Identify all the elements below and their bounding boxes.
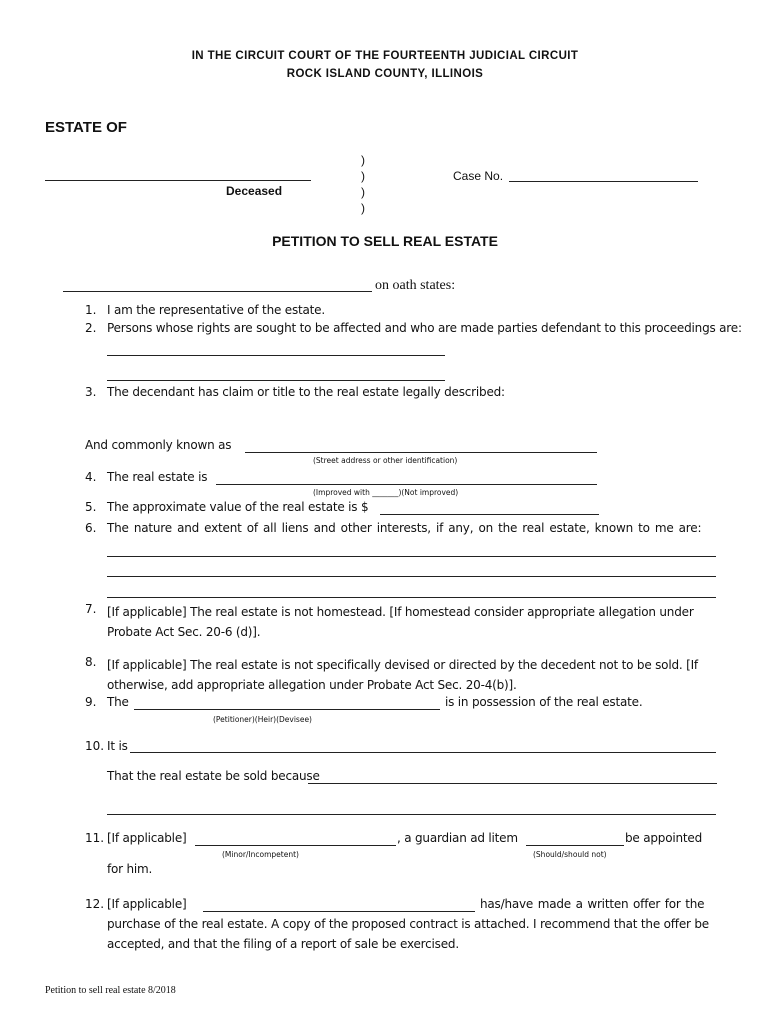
item-2-text: Persons whose rights are sought to be affected and who are made parties defendant to this proceedings are:: [107, 321, 742, 335]
liens-line[interactable]: [107, 597, 716, 598]
caption-paren: ): [361, 185, 365, 199]
possessor-line[interactable]: [134, 709, 440, 710]
sold-because-label: That the real estate be sold because: [107, 769, 320, 783]
item-11-mid: , a guardian ad litem: [397, 831, 518, 845]
reason-line[interactable]: [308, 783, 717, 784]
caption-paren: ): [361, 153, 365, 167]
item-12-rest: purchase of the real estate. A copy of the proposed contract is attached. I recommend that the offer be accepted, and that the filing of a report of sale be exercised.: [107, 917, 709, 951]
should-note: (Should/should not): [533, 850, 607, 859]
item-12-pre: [If applicable]: [107, 897, 187, 911]
known-as-label: And commonly known as: [85, 438, 232, 452]
case-no-line[interactable]: [509, 181, 698, 182]
item-number: 4.: [85, 470, 97, 484]
item-3-text: The decendant has claim or title to the real estate legally described:: [107, 385, 505, 399]
reason-line[interactable]: [107, 814, 716, 815]
liens-line[interactable]: [107, 556, 716, 557]
item-6-text: The nature and extent of all liens and other interests, if any, on the real estate, known to me are:: [107, 521, 702, 535]
improvement-note: (Improved with _______)(Not improved): [313, 488, 459, 497]
possessor-note: (Petitioner)(Heir)(Devisee): [213, 715, 312, 724]
item-9-pre: The: [107, 695, 129, 709]
item-number: 10.: [85, 739, 105, 753]
liens-line[interactable]: [107, 576, 716, 577]
estate-of-label: ESTATE OF: [45, 119, 127, 136]
item-10-line[interactable]: [130, 752, 716, 753]
county-name: ROCK ISLAND COUNTY, ILLINOIS: [286, 68, 484, 80]
item-number: 9.: [85, 695, 97, 709]
item-9-post: is in possession of the real estate.: [445, 695, 643, 709]
item-5-text: The approximate value of the real estate is $: [107, 500, 369, 514]
item-number: 12.: [85, 897, 105, 911]
minor-incompetent-line[interactable]: [195, 845, 396, 846]
address-note: (Street address or other identification): [313, 456, 458, 465]
offeror-line[interactable]: [203, 911, 475, 912]
item-11-pre: [If applicable]: [107, 831, 187, 845]
item-number: 6.: [85, 521, 97, 535]
item-number: 5.: [85, 500, 97, 514]
party-line[interactable]: [107, 380, 445, 381]
minor-note: (Minor/Incompetent): [222, 850, 299, 859]
item-8-text: [If applicable] The real estate is not specifically devised or directed by the decedent not to be sold. [If otherwise, add appropriate allegation under Probate Act Sec. 20-4(b)].: [107, 658, 698, 692]
document-title: PETITION TO SELL REAL ESTATE: [272, 233, 498, 249]
decedent-name-line[interactable]: [45, 180, 311, 181]
item-number: 3.: [85, 385, 97, 399]
item-11-tail: for him.: [107, 862, 153, 876]
court-name: IN THE CIRCUIT COURT OF THE FOURTEENTH JUDICIAL CIRCUIT: [191, 50, 579, 62]
item-number: 8.: [85, 655, 97, 669]
party-line[interactable]: [107, 355, 445, 356]
caption-paren: ): [361, 169, 365, 183]
item-number: 7.: [85, 602, 97, 616]
item-11-post: be appointed: [625, 831, 702, 845]
item-number: 1.: [85, 303, 97, 317]
intro-text: on oath states:: [375, 278, 456, 293]
caption-paren: ): [361, 201, 365, 215]
petitioner-name-line[interactable]: [63, 291, 372, 292]
deceased-label: Deceased: [226, 184, 283, 198]
item-1-text: I am the representative of the estate.: [107, 303, 325, 317]
item-number: 11.: [85, 831, 105, 845]
item-10-text: It is: [107, 739, 128, 753]
case-no-label: Case No.: [453, 169, 504, 183]
value-line[interactable]: [380, 514, 599, 515]
item-4-text: The real estate is: [107, 470, 208, 484]
should-line[interactable]: [526, 845, 624, 846]
address-line[interactable]: [245, 452, 597, 453]
item-12-post: has/have made a written offer for the: [480, 897, 705, 911]
footer-text: Petition to sell real estate 8/2018: [45, 985, 176, 996]
improvement-line[interactable]: [216, 484, 597, 485]
item-number: 2.: [85, 321, 97, 335]
item-7-text: [If applicable] The real estate is not homestead. [If homestead consider appropriate allegation under Probate Act Sec. 20-6 (d)].: [107, 605, 694, 639]
